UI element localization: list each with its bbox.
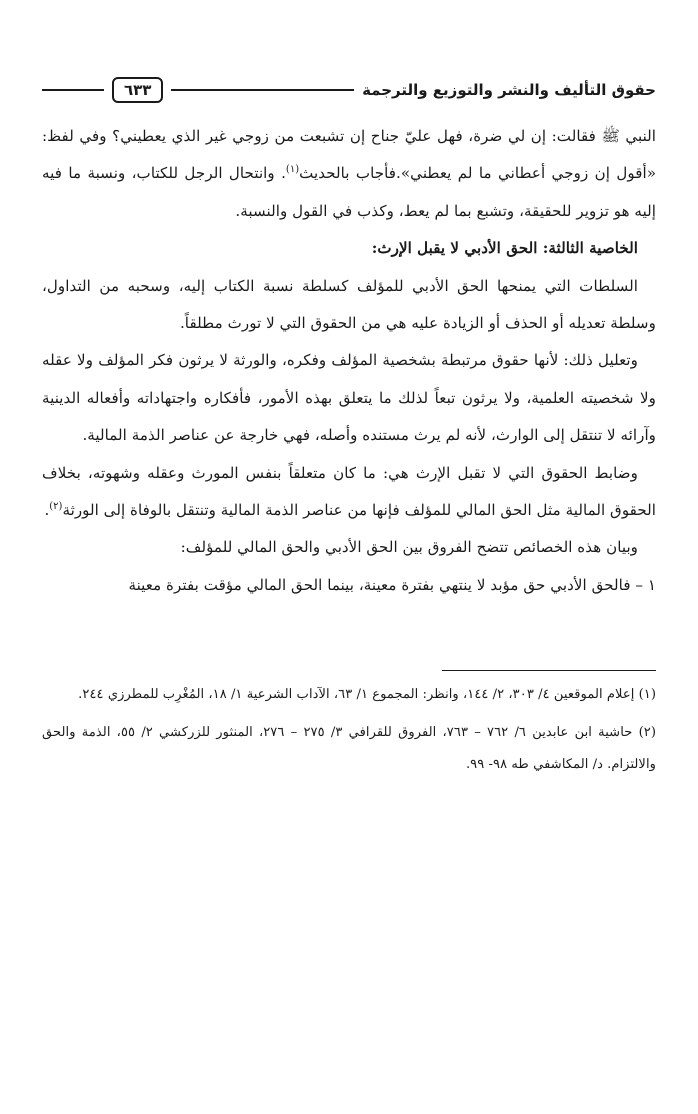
paragraph-1-tail: . وانتحال الرجل للكتاب، ونسبة ما فيه إليه هو تزوير للحقيقة، وتشبع بما لم يعط، وكذب في القول والنسبة. [42, 164, 656, 220]
header-rule-long [171, 89, 354, 91]
book-page [42, 70, 656, 787]
paragraph-5-tail: . [44, 501, 50, 520]
paragraph-1 [42, 118, 656, 230]
footnote-divider [442, 670, 656, 671]
paragraph-6: وبيان هذه الخصائص تتضح الفروق بين الحق الأدبي والحق المالي للمؤلف: [180, 538, 638, 557]
page-number: ٦٣٣ [112, 77, 163, 103]
footnotes [42, 679, 656, 781]
footnote-ref-2: (٢) [49, 501, 63, 512]
footnote-1: (١) إعلام الموقعين ٤/ ٣٠٣، ٢/ ١٤٤، وانظر: المجموع ١/ ٦٣، الآداب الشرعية ١/ ١٨، المُغْرِب للمطرزي ٢٤٤. [78, 687, 656, 703]
page-header [42, 70, 656, 110]
paragraph-5 [42, 455, 656, 530]
list-item-1: ١ – فالحق الأدبي حق مؤبد لا ينتهي بفترة معينة، بينما الحق المالي مؤقت بفترة معينة [128, 575, 656, 594]
paragraph-1-text: النبي ﷺ فقالت: إن لي ضرة، فهل عليّ جناح إن تشبعت من زوجي غير الذي يعطيني؟ وفي لفظ: «أقول إن زوجي أعطاني ما لم يعطني».فأجاب بالحديث [42, 127, 656, 183]
header-rule-short [42, 89, 104, 91]
paragraph-5-text: وضابط الحقوق التي لا تقبل الإرث هي: ما كان متعلقاً بنفس المورث وعقله وشهوته، بخلاف الحقوق المالية مثل الحق المالي للمؤلف فإنها من عناصر الذمة المالية وتنتقل بالوفاة إلى الورثة [42, 463, 656, 520]
body-text [42, 118, 656, 604]
footnote-ref-1: (١) [285, 164, 300, 176]
spacer [42, 604, 656, 670]
paragraph-4: وتعليل ذلك: لأنها حقوق مرتبطة بشخصية المؤلف وفكره، والورثة لا يرثون فكر المؤلف ولا عقله ولا شخصيته العلمية، ولا يرثون تبعاً لذلك ما يتعلق بهذه الأمور، فأفكاره واجتهاداته وأفعاله الدينية وآرائه لا تنتقل إلى الوارث، لأنه لم يرث مستنده وأصله، فهي خارجة عن عناصر الذمة المالية. [42, 351, 656, 445]
paragraph-3: السلطات التي يمنحها الحق الأدبي للمؤلف كسلطة نسبة الكتاب إليه، وسحبه من التداول، وسلطة تعديله أو الحذف أو الزيادة عليه هي من الحقوق التي لا تورث مطلقاً. [42, 276, 656, 333]
section-heading: الخاصية الثالثة: الحق الأدبي لا يقبل الإرث: [371, 239, 638, 258]
footnote-2: (٢) حاشية ابن عابدين ٦/ ٧٦٢ – ٧٦٣، الفروق للقرافي ٣/ ٢٧٥ – ٢٧٦، المنثور للزركشي ٢/ ٥٥، الذمة والحق والالتزام. د/ المكاشفي طه ٩٨- ٩٩. [42, 725, 656, 773]
running-title: حقوق التأليف والنشر والتوزيع والترجمة [362, 81, 656, 99]
